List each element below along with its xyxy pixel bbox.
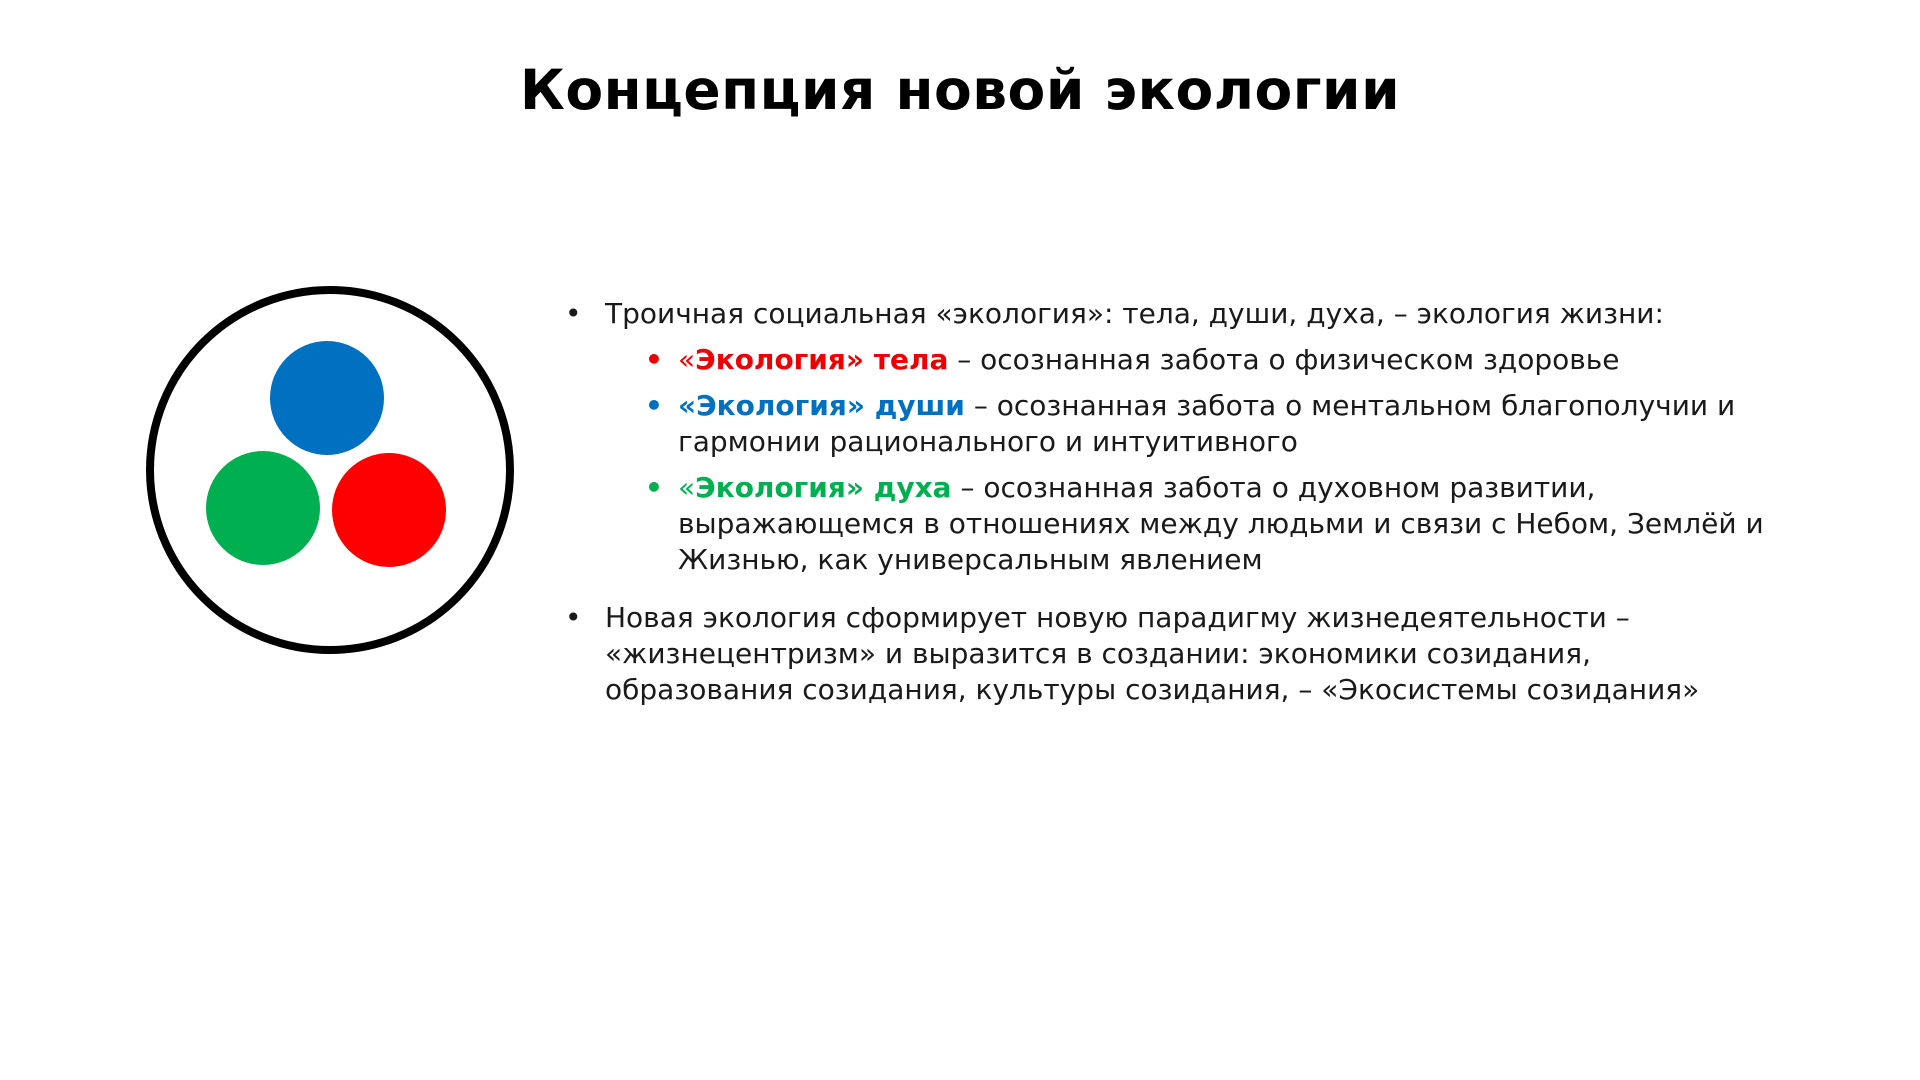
emblem-blue-circle (270, 341, 384, 455)
bullet-triune-ecology (565, 296, 1765, 578)
bullet-dot-blue: • (645, 389, 663, 422)
bullet-dot-green: • (645, 471, 663, 504)
emblem-green-circle (206, 451, 320, 565)
subitem-list (605, 342, 1765, 578)
emblem-red-circle (332, 453, 446, 567)
bullet-dot-red: • (645, 343, 663, 376)
subitem-text: – осознанная забота о ментальном благополучии и гармонии рационального и интуитивного (678, 389, 1736, 458)
open-quote: « (678, 471, 696, 504)
subitem-spirit-ecology (645, 470, 1765, 578)
bullet-text: Новая экология сформирует новую парадигму жизнедеятельности – «жизнецентризм» и выразится в создании: экономики созидания, образования созидания, культуры созидания, – «Экосистемы созидания» (605, 601, 1700, 706)
subitem-soul-ecology (645, 388, 1765, 460)
bullet-text: Троичная социальная «экология»: тела, души, духа, – экология жизни: (605, 297, 1664, 330)
subitem-text: – осознанная забота о физическом здоровье (948, 343, 1620, 376)
bullet-new-ecology (565, 600, 1765, 708)
slide-title: Концепция новой экологии (519, 58, 1401, 122)
subitem-text: – осознанная забота о духовном развитии, выражающемся в отношениях между людьми и связи с Небом, Землёй и Жизнью, как универсальным явлением (678, 471, 1764, 576)
open-quote: « (678, 389, 697, 422)
open-quote: « (678, 343, 696, 376)
subitem-body-ecology (645, 342, 1765, 378)
term-soul: Экология» души (696, 389, 965, 422)
term-body: Экология» тела (695, 343, 949, 376)
content-list (565, 296, 1765, 708)
ecology-emblem (140, 280, 520, 660)
term-spirit: Экология» духа (695, 471, 952, 504)
